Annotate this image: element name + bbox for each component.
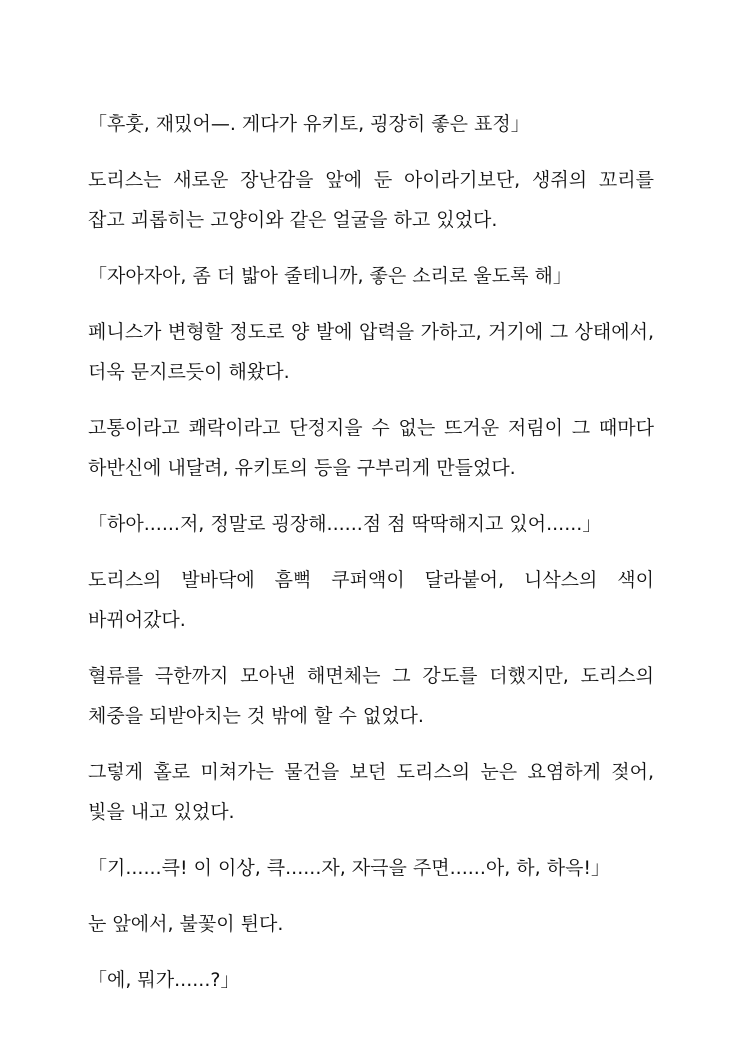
paragraph: 페니스가 변형할 정도로 양 발에 압력을 가하고, 거기에 그 상태에서, 더욱 문지르듯이 해왔다. <box>88 321 654 383</box>
paragraph: 고통이라고 쾌락이라고 단정지을 수 없는 뜨거운 저림이 그 때마다 하반신에 내달려, 유키토의 등을 구부리게 만들었다. <box>88 417 654 479</box>
paragraph: 「에, 뭐가......?」 <box>88 969 240 991</box>
paragraph: 「자아자아, 좀 더 밟아 줄테니까, 좋은 소리로 울도록 해」 <box>88 265 572 287</box>
paragraph: 도리스는 새로운 장난감을 앞에 둔 아이라기보단, 생쥐의 꼬리를 잡고 괴롭히는 고양이와 같은 얼굴을 하고 있었다. <box>88 169 654 231</box>
paragraph: 「기......큭! 이 이상, 큭......자, 자극을 주면......아, 하, 하윽!」 <box>88 857 611 879</box>
paragraph: 「후훗, 재밌어—. 게다가 유키토, 굉장히 좋은 표정」 <box>88 113 530 135</box>
paragraph: 「하아......저, 정말로 굉장해......점 점 딱딱해지고 있어......」 <box>88 513 602 535</box>
paragraph: 눈 앞에서, 불꽃이 튄다. <box>88 913 284 935</box>
paragraph: 그렇게 홀로 미쳐가는 물건을 보던 도리스의 눈은 요염하게 젖어, 빛을 내고 있었다. <box>88 761 654 823</box>
paragraph: 혈류를 극한까지 모아낸 해면체는 그 강도를 더했지만, 도리스의 체중을 되받아치는 것 밖에 할 수 없었다. <box>88 665 654 727</box>
body-text <box>88 104 654 1016</box>
paragraph: 도리스의 발바닥에 흠뻑 쿠퍼액이 달라붙어, 니삭스의 색이 바뀌어갔다. <box>88 569 654 631</box>
